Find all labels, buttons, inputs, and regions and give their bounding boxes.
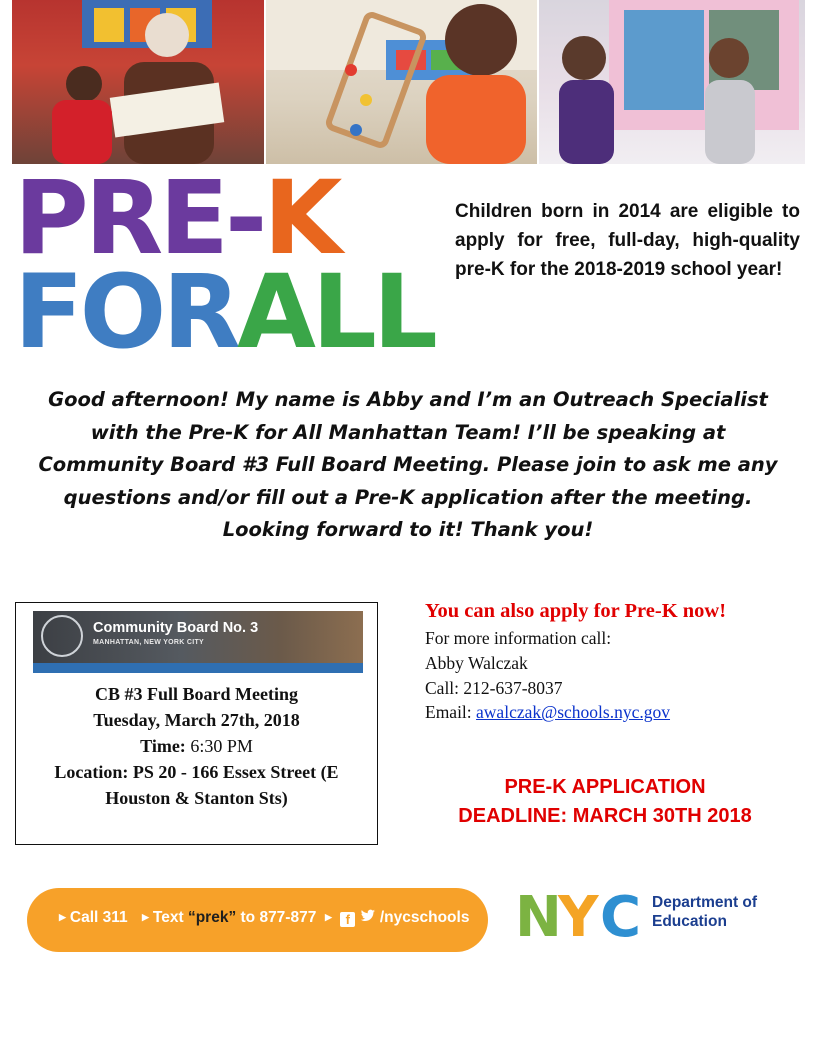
intro-line: questions and/or fill out a Pre-K application after the meeting. bbox=[63, 485, 753, 509]
text-pre-label: Text bbox=[152, 909, 188, 926]
nyc-letter-c: C bbox=[600, 885, 639, 950]
intro-line: Looking forward to it! Thank you! bbox=[222, 518, 594, 541]
twitter-icon bbox=[360, 909, 376, 923]
girls-painting-photo bbox=[539, 0, 805, 164]
triangle-bullet-icon: ▶ bbox=[59, 912, 66, 922]
location-line: Houston & Stanton Sts) bbox=[105, 788, 288, 808]
boy-playing-photo bbox=[266, 0, 537, 164]
text-number: to 877-877 bbox=[236, 909, 317, 926]
meeting-date: Tuesday, March 27th, 2018 bbox=[93, 710, 300, 730]
social-handle[interactable] bbox=[325, 909, 469, 927]
location-line: Location: PS 20 - 166 Essex Street (E bbox=[54, 762, 339, 782]
triangle-bullet-icon: ▶ bbox=[142, 912, 149, 922]
intro-line: with the Pre-K for All Manhattan Team! I’ll be speaking at bbox=[90, 420, 726, 444]
deadline-line: DEADLINE: MARCH 30TH 2018 bbox=[458, 805, 752, 827]
nyc-letter-n: N bbox=[515, 885, 559, 950]
time-label: Time: bbox=[140, 736, 186, 756]
meeting-title: CB #3 Full Board Meeting bbox=[95, 684, 298, 704]
call-311[interactable] bbox=[59, 909, 128, 927]
doe-line: Education bbox=[652, 913, 727, 930]
facebook-icon: f bbox=[340, 912, 355, 927]
contact-name: Abby Walczak bbox=[425, 652, 528, 673]
contact-phone: Call: 212-637-8037 bbox=[425, 677, 563, 698]
banner-title: Community Board No. 3 bbox=[93, 620, 259, 636]
banner-stripe bbox=[33, 663, 363, 673]
intro-line: Good afternoon! My name is Abby and I’m an Outreach Specialist bbox=[48, 388, 768, 411]
email-label: Email: bbox=[425, 702, 477, 723]
meeting-details bbox=[16, 681, 377, 811]
contact-footer-bar bbox=[27, 888, 488, 952]
time-value: 6:30 PM bbox=[190, 736, 253, 756]
call-311-label: Call 311 bbox=[69, 909, 128, 926]
department-of-education bbox=[652, 893, 757, 931]
meeting-info-box bbox=[15, 602, 378, 845]
logo-line-for-all bbox=[14, 253, 434, 372]
contact-info bbox=[425, 626, 670, 725]
text-prek[interactable] bbox=[142, 909, 316, 927]
nyc-letter-y: Y bbox=[558, 885, 596, 950]
intro-line: Community Board #3 Full Board Meeting. Please join to ask me any bbox=[38, 453, 778, 476]
social-handle-label: /nycschools bbox=[379, 909, 470, 926]
application-deadline bbox=[425, 773, 785, 831]
logo-pre: PRE- bbox=[14, 159, 264, 278]
text-keyword: “prek” bbox=[187, 909, 237, 926]
logo-k: K bbox=[263, 159, 339, 278]
logo-all: ALL bbox=[236, 253, 434, 372]
deadline-line: PRE-K APPLICATION bbox=[504, 776, 706, 798]
eligibility-text: Children born in 2014 are eligible to apply for free, full-day, high-quality pre-K for the 2018-2019 school year! bbox=[455, 201, 800, 280]
logo-for: FOR bbox=[14, 253, 237, 372]
more-info-text: For more information call: bbox=[425, 628, 612, 648]
community-board-banner bbox=[33, 611, 363, 671]
nyc-seal-icon bbox=[41, 615, 83, 657]
doe-line: Department of bbox=[652, 894, 758, 911]
email-link[interactable]: awalczak@schools.nyc.gov bbox=[476, 702, 671, 723]
reading-photo bbox=[12, 0, 264, 164]
apply-now-heading: You can also apply for Pre-K now! bbox=[425, 600, 727, 622]
triangle-bullet-icon: ▶ bbox=[325, 912, 332, 922]
banner-subtitle: MANHATTAN, NEW YORK CITY bbox=[93, 639, 205, 646]
intro-message bbox=[20, 384, 796, 547]
